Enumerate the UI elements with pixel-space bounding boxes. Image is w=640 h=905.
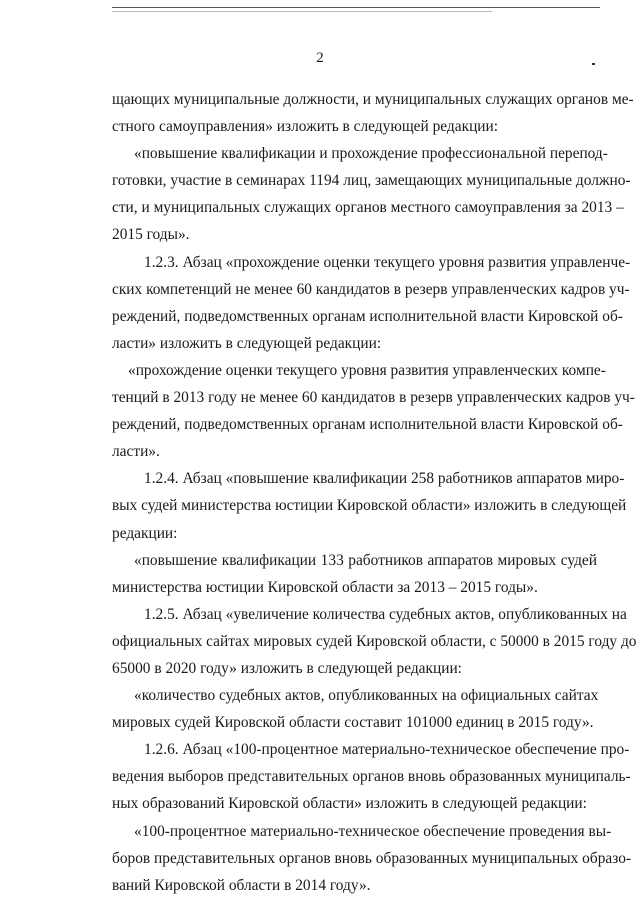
paragraph [112,357,635,465]
text-line: ваний Кировской области в 2014 году». [112,876,371,894]
text-line: сти, и муниципальных служащих органов местного самоуправления за 2013 – [112,199,624,217]
scan-edge-line-faint [112,11,492,12]
text-line: 1.2.4. Абзац «повышение квалификации 258 работников аппаратов миро- [144,470,625,488]
text-line: 1.2.5. Абзац «увеличение количества судебных актов, опубликованных на [144,605,627,623]
text-line: «прохождение оценки текущего уровня развития управленческих компе- [128,361,606,379]
text-line: ласти». [112,443,160,461]
text-line: ских компетенций не менее 60 кандидатов в резерв управленческих кадров уч- [112,280,630,298]
text-line: вых судей министерства юстиции Кировской области» изложить в следующей [112,497,627,515]
text-line: реждений, подведомственных органам исполнительной власти Кировской об- [112,416,623,434]
paragraph [112,736,631,817]
document-body [112,86,637,899]
text-line: 1.2.6. Абзац «100-процентное материально-техническое обеспечение про- [144,741,630,759]
text-line: тенций в 2013 году не менее 60 кандидатов в резерв управленческих кадров уч- [112,389,635,407]
text-line: 1.2.3. Абзац «прохождение оценки текущего уровня развития управленче- [144,253,631,271]
text-line: боров представительных органов вновь образованных муниципальных образо- [112,849,632,867]
text-line: мировых судей Кировской области составит 101000 единиц в 2015 году». [112,714,594,732]
text-line: ведения выборов представительных органов вновь образованных муниципаль- [112,768,631,786]
text-line: редакции: [112,524,178,542]
text-line: «повышение квалификации 133 работников аппаратов мировых судей [134,551,597,569]
paragraph [112,465,627,546]
paragraph [112,682,597,736]
text-line: стного самоуправления» изложить в следующей редакции: [112,118,499,136]
text-line: официальных сайтах мировых судей Кировской области, с 50000 в 2015 году до [112,632,637,650]
text-line: министерства юстиции Кировской области за 2013 – 2015 годы». [112,578,538,596]
text-line: 65000 в 2020 году» изложить в следующей редакции: [112,659,462,677]
paragraph [112,818,632,899]
text-line: готовки, участие в семинарах 1194 лиц, замещающих муниципальные должно- [112,172,631,190]
text-line: реждений, подведомственных органам исполнительной власти Кировской об- [112,307,623,325]
paragraph [112,140,631,248]
text-line: «100-процентное материально-техническое обеспечение проведения вы- [134,822,612,840]
text-line: ласти» изложить в следующей редакции: [112,334,382,352]
scan-edge-line [112,7,600,8]
page-number: 2 [316,50,324,66]
paragraph [112,601,637,682]
text-line: щающих муниципальные должности, и муниципальных служащих органов ме- [112,91,634,108]
text-line: ных образований Кировской области» изложить в следующей редакции: [112,795,587,813]
paragraph [112,86,634,140]
text-line: «количество судебных актов, опубликованных на официальных сайтах [134,687,599,705]
text-line: 2015 годы». [112,226,190,244]
paragraph [112,249,631,357]
paragraph [112,547,597,601]
text-line: «повышение квалификации и прохождение профессиональной перепод- [134,145,608,163]
